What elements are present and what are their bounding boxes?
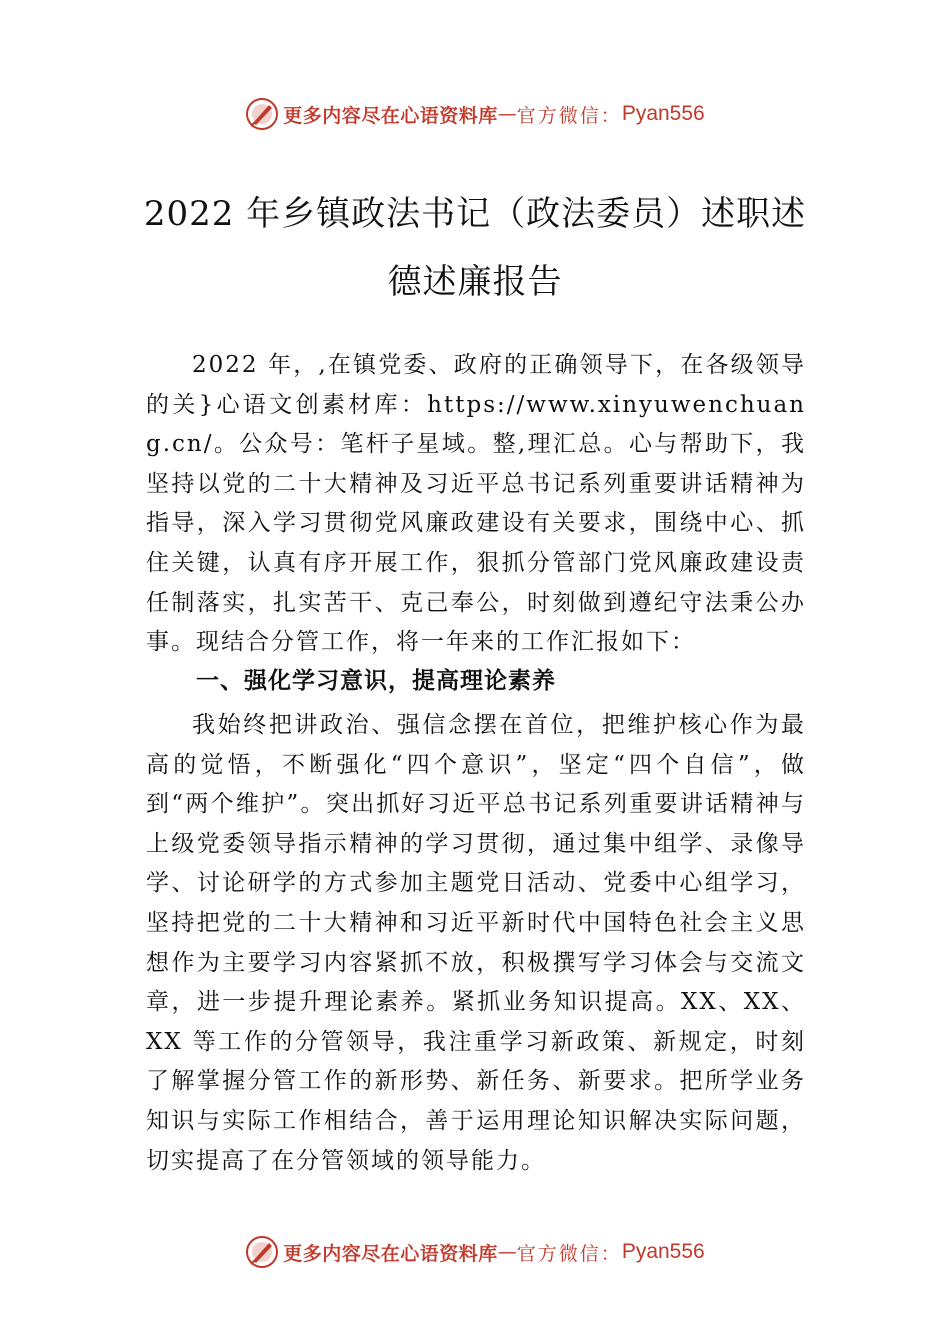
paragraph-intro: 2022 年，,在镇党委、政府的正确领导下，在各级领导的关}心语文创素材库：https://www.xinyuwenchuang.cn/。公众号：笔杆子星域。整,理汇总。心与帮助下，我坚持以党的二十大精神及习近平总书记系列重要讲话精神为指导，深入学习贯彻党风廉政建设有关要求，围绕中心、抓住关键，认真有序开展工作，狠抓分管部门党风廉政建设责任制落实，扎实苦干、克己奉公，时刻做到遵纪守法秉公办事。现结合分管工作，将一年来的工作汇报如下： xyxy=(146,352,806,656)
title-line-1: 2022 年乡镇政法书记（政法委员）述职述 xyxy=(143,194,807,234)
paragraph-study: 我始终把讲政治、强信念摆在首位，把维护核心作为最高的觉悟，不断强化“四个意识”，坚定“四个自信”，做到“两个维护”。突出抓好习近平总书记系列重要讲话精神与上级党委领导指示精神的学习贯彻，通过集中组学、录像导学、讨论研学的方式参加主题党日活动、党委中心组学习， 坚持把党的二十大精神和习近平新时代中国特色社会主义思想作为主要学习内容紧抓不放，积极撰写学习体会与交流文章，进一步提升理论素养。紧抓业务知识提高。XX、XX、XX 等工作的分管领导，我注重学习新政策、新规定，时刻了解掌握分管工作的新形势、新任务、新要求。把所学业务知识与实际工作相结合，善于运用理论知识解决实际问题， 切实提高了在分管领域的领导能力。 xyxy=(146,712,806,1174)
quill-pen-logo-icon xyxy=(245,97,279,131)
banner-separator: — xyxy=(497,103,517,125)
footer-banner xyxy=(0,1232,950,1272)
header-banner xyxy=(0,94,950,134)
title-line-2: 德述廉报告 xyxy=(387,262,563,302)
banner-wechat-id: Pyan556 xyxy=(621,102,705,125)
banner-label: 官方微信： xyxy=(516,104,622,127)
quill-pen-logo-icon xyxy=(245,1235,279,1269)
footer-banner-text: 更多内容尽在心语资料库 xyxy=(283,1242,498,1265)
footer-banner-wechat-id: Pyan556 xyxy=(621,1240,705,1263)
footer-banner-separator: — xyxy=(497,1241,517,1263)
banner-text: 更多内容尽在心语资料库 xyxy=(283,104,498,127)
section-heading-1: 一、强化学习意识，提高理论素养 xyxy=(196,668,556,694)
footer-banner-label: 官方微信： xyxy=(516,1242,622,1265)
document-title xyxy=(100,180,850,316)
